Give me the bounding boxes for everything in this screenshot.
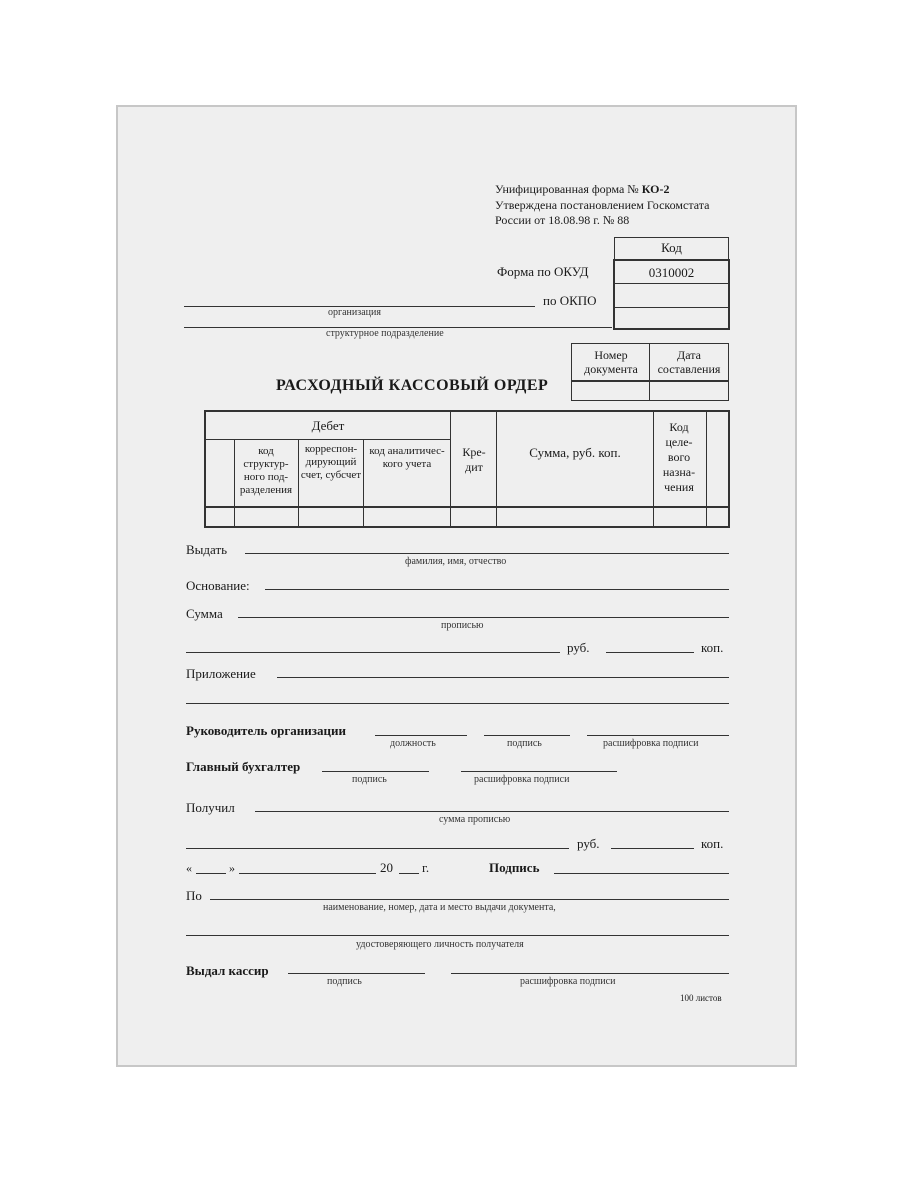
sum-header: Сумма, руб. коп. [529, 445, 621, 460]
chief-signature-caption: подпись [352, 774, 387, 785]
received-caption: сумма прописью [439, 814, 511, 825]
chief-decoding-caption: расшифровка подписи [474, 774, 570, 785]
received-kop: коп. [701, 836, 724, 851]
okpo-label: по ОКПО [543, 293, 597, 308]
sum-rub: руб. [567, 640, 590, 655]
okud-label: Форма по ОКУД [497, 264, 589, 279]
basis-label: Основание: [186, 578, 250, 593]
head-decoding-caption: расшифровка подписи [603, 738, 699, 749]
issue-line [245, 553, 729, 554]
date-quote-open: « [186, 861, 192, 875]
sum-line [238, 617, 729, 618]
received-rub: руб. [577, 836, 600, 851]
sheets-count: 100 листов [680, 993, 722, 1003]
sum-kop: коп. [701, 640, 724, 655]
sum-caption: прописью [441, 620, 484, 631]
date-quote-close: » [229, 861, 235, 875]
form-sheet [116, 105, 797, 1067]
head-position-caption: должность [390, 738, 436, 749]
organization-caption: организация [328, 307, 381, 318]
form-header-line2: Утверждена постановлением Госкомстата [495, 198, 710, 212]
credit-header: Кре- дит [462, 445, 486, 474]
sum-label: Сумма [186, 606, 223, 621]
chief-accountant-label: Главный бухгалтер [186, 759, 301, 774]
division-caption: структурное подразделение [326, 328, 444, 339]
attachment-line-2 [186, 703, 729, 704]
debit-header: Дебет [311, 418, 345, 433]
year-prefix: 20 [380, 860, 393, 875]
attachment-line [277, 677, 729, 678]
codes-box [613, 259, 730, 330]
attachment-label: Приложение [186, 666, 256, 681]
head-label: Руководитель организации [186, 723, 346, 738]
issue-label: Выдать [186, 542, 228, 557]
basis-line [265, 589, 729, 590]
identity-caption: удостоверяющего личность получателя [356, 939, 524, 950]
corr-account-header: корреспон- дирующий счет, субсчет [300, 443, 362, 481]
codes-header-cell: Код [614, 237, 729, 259]
form-header-line3: России от 18.08.98 г. № 88 [495, 213, 630, 227]
document-line [210, 899, 729, 900]
cashier-signature-caption: подпись [327, 976, 362, 987]
form-header-line1: Унифицированная форма № КО-2 [495, 182, 670, 196]
doc-number-header: Номер документа [584, 348, 638, 376]
received-line [255, 811, 729, 812]
issue-caption: фамилия, имя, отчество [405, 556, 507, 567]
struct-code-header: код структур- ного под- разделения [239, 445, 293, 496]
sum-line-2 [186, 652, 560, 653]
debit-credit-table [204, 410, 730, 528]
document-caption: наименование, номер, дата и место выдачи документа, [323, 902, 556, 913]
year-suffix: г. [422, 860, 430, 875]
form-code: КО-2 [641, 182, 670, 196]
head-signature-caption: подпись [507, 738, 542, 749]
received-label: Получил [186, 800, 235, 815]
cashier-label: Выдал кассир [186, 963, 269, 978]
signature-label: Подпись [489, 860, 540, 875]
document-line-2 [186, 935, 729, 936]
okud-value: 0310002 [648, 265, 695, 280]
form-title: РАСХОДНЫЙ КАССОВЫЙ ОРДЕР [276, 377, 549, 394]
doc-date-header: Дата составления [657, 348, 721, 376]
by-label: По [186, 888, 202, 903]
cashier-decoding-caption: расшифровка подписи [520, 976, 616, 987]
doc-number-date-box [571, 343, 729, 401]
target-code-header: Код целе- вого назна- чения [662, 420, 696, 494]
analytic-code-header: код аналитичес- кого учета [369, 445, 445, 470]
